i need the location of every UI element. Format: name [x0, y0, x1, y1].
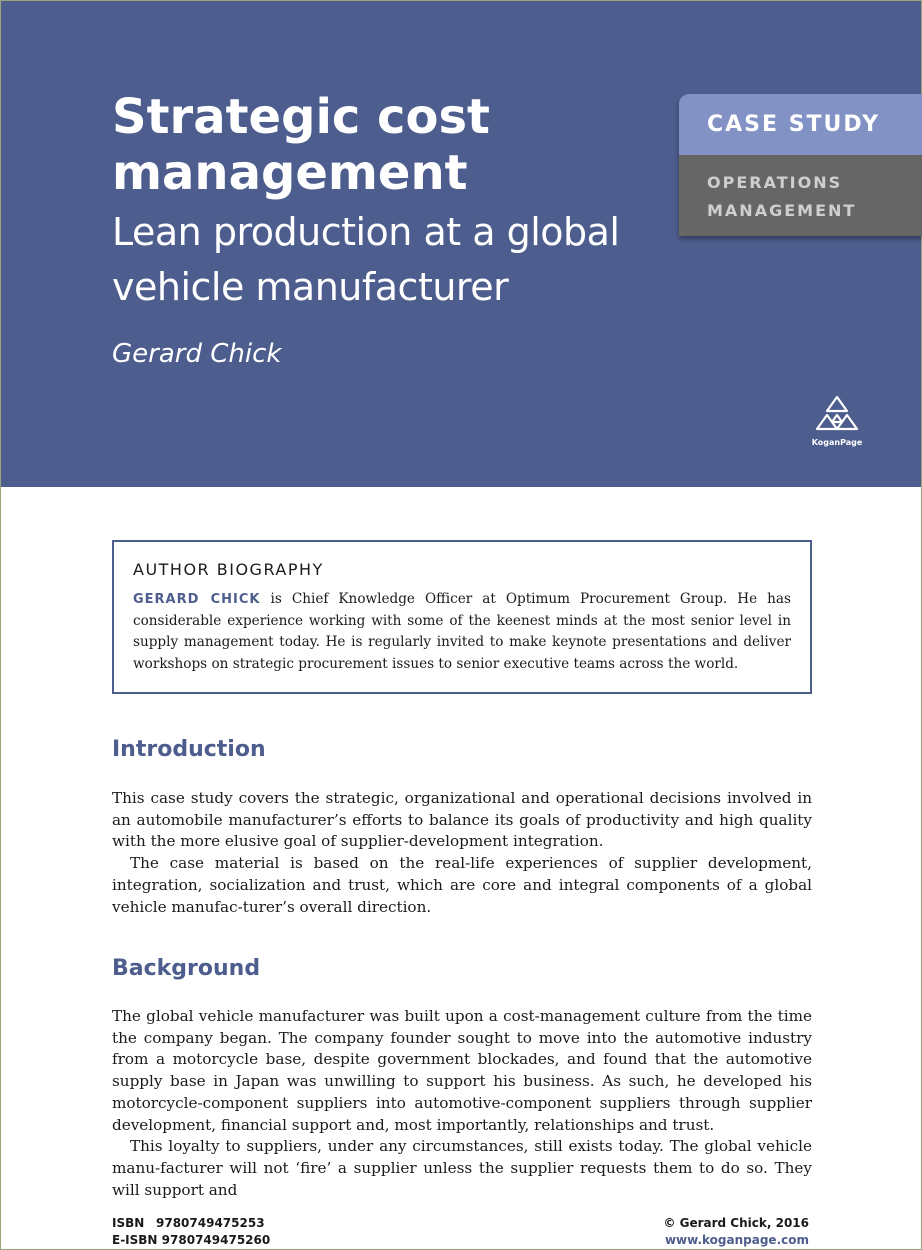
- isbn-value: 9780749475253: [156, 1216, 265, 1230]
- case-study-label: CASE STUDY: [679, 94, 922, 155]
- category-line-1: OPERATIONS: [707, 173, 843, 192]
- isbn-line: [112, 1215, 270, 1232]
- kogan-page-logo: [807, 395, 867, 451]
- copyright-text: © Gerard Chick, 2016: [663, 1216, 809, 1230]
- eisbn-value: 9780749475260: [161, 1233, 271, 1247]
- kogan-page-logo-icon: [813, 395, 861, 437]
- background-paragraph: The global vehicle manufacturer was built upon a cost-management culture from the time the company began. The company founder sought to move into the automotive industry from a motorcycle base, despite government blockades, and found that the automotive supply base in Japan was unwilling to support his business. As such, he developed his motorcycle-component suppliers into automotive-component suppliers through supplier development, financial support and, most importantly, relationships and trust.: [112, 1007, 812, 1134]
- logo-text: KoganPage: [811, 438, 863, 447]
- introduction-heading: Introduction: [112, 737, 266, 762]
- isbn-label: ISBN: [112, 1216, 145, 1230]
- background-body: [112, 1006, 812, 1201]
- introduction-paragraph: This case study covers the strategic, organizational and operational decisions involved in an automobile manufacturer’s efforts to balance its goals of productivity and high quality with the more elusive goal of supplier-development integration.: [112, 789, 812, 851]
- bio-text: [133, 589, 791, 675]
- background-paragraph: This loyalty to suppliers, under any circumstances, still exists today. The global vehicle manu-facturer will not ‘fire’ a supplier unless the supplier requests them to do so. They will support and: [112, 1137, 812, 1199]
- document-subtitle: Lean production at a global vehicle manufacturer: [112, 210, 620, 309]
- publisher-link[interactable]: www.koganpage.com: [664, 1233, 809, 1247]
- bio-author-name: GERARD CHICK: [133, 592, 261, 607]
- publisher-block: [663, 1215, 809, 1249]
- introduction-body: [112, 788, 812, 918]
- bio-body: is Chief Knowledge Officer at Optimum Procurement Group. He has considerable experience working with some of the keenest minds at the most senior level in supply management today. He is regularly invited to make keynote presentations and deliver workshops on strategic procurement issues to senior executive teams across the world.: [133, 591, 791, 672]
- isbn-block: [112, 1215, 270, 1249]
- document-title: Strategic cost management: [112, 89, 490, 201]
- category-label: [679, 155, 922, 236]
- bio-heading: AUTHOR BIOGRAPHY: [133, 560, 324, 579]
- author-biography-box: [112, 540, 812, 694]
- background-heading: Background: [112, 956, 261, 981]
- category-line-2: MANAGEMENT: [707, 201, 857, 220]
- introduction-paragraph: The case material is based on the real-life experiences of supplier development, integration, socialization and trust, which are core and integral components of a global vehicle manufac-turer’s overall direction.: [112, 854, 812, 916]
- eisbn-label: E-ISBN: [112, 1233, 158, 1247]
- eisbn-line: [112, 1232, 270, 1249]
- author-name: Gerard Chick: [112, 339, 282, 369]
- case-study-tab: [679, 94, 922, 236]
- cover-header: [1, 1, 921, 487]
